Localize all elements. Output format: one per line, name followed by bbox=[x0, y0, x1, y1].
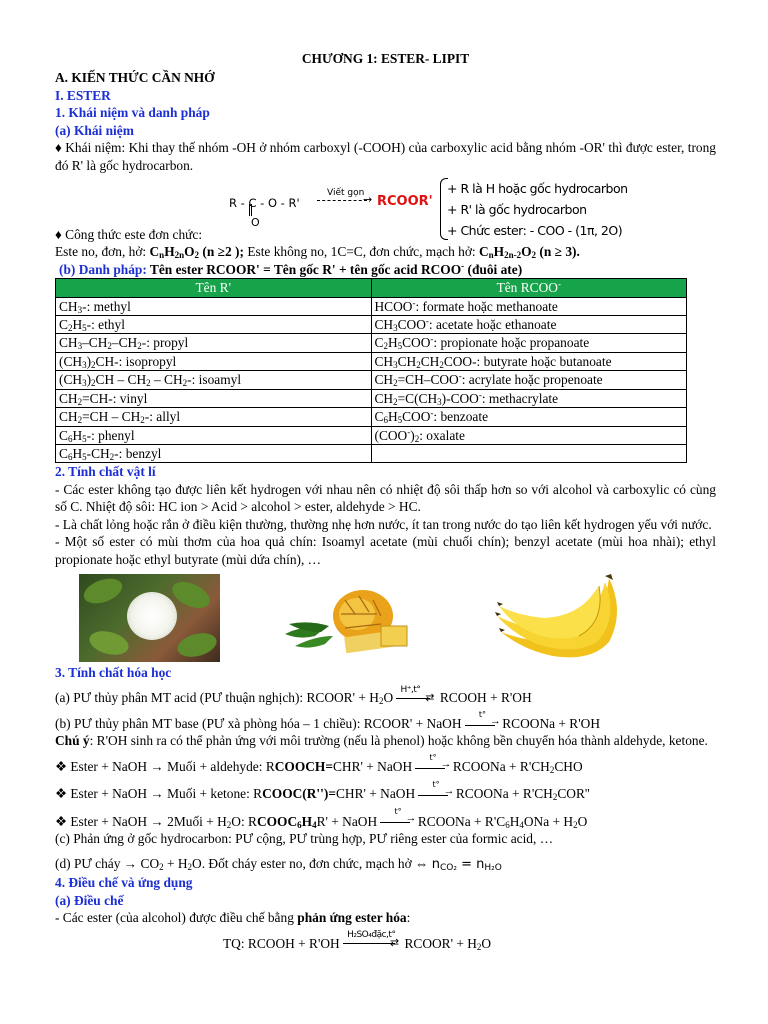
header-r-name: Tên R' bbox=[56, 279, 372, 297]
acid-hydrolysis: (a) PƯ thủy phân MT acid (PƯ thuận nghịch): RCOOR' + $H_2O$ H⁺,t° ⇄ RCOOH + R'OH bbox=[55, 685, 532, 707]
combustion-reaction: (d) PƯ cháy → $CO_2 + H_2O$. Đốt cháy ester no, đơn chức, mạch hở ⇔ $n_{CO_2} = n_{H_2O}$ bbox=[55, 856, 502, 874]
mole-equality: $n_{CO_2} = n_{H_2O}$ bbox=[431, 857, 502, 874]
heading-naming: (b) Danh pháp: bbox=[59, 261, 147, 277]
ester-general-formula: RCOOR' bbox=[377, 193, 433, 209]
ester-structural-formula bbox=[229, 195, 300, 229]
naming-table bbox=[55, 278, 687, 463]
table-row: $C_6H_5-CH_2-$: benzyl bbox=[56, 445, 687, 463]
note-paragraph: Chú ý: R'OH sinh ra có thể phản ứng với môi trường (nếu là phenol) hoặc không bền chuyển hóa thành aldehyde, ketone. bbox=[55, 733, 708, 749]
table-row: $C_6H_5-$: phenyl $(COO^-)_2$: oxalate bbox=[56, 426, 687, 444]
arrow-head-icon: → bbox=[363, 192, 373, 206]
table-row: $CH_3-CH_2-CH_2-$: propyl $C_2H_5COO^-$: propionate hoặc propanoate bbox=[56, 334, 687, 352]
physical-property-2: - Là chất lỏng hoặc rắn ở điều kiện thường, thường nhẹ hơn nước, ít tan trong nước do tạo liên kết hydrogen yếu với nước. bbox=[55, 516, 712, 532]
structural-formula-text: R - C - O - R' bbox=[229, 195, 300, 210]
table-row: $CH_2=CH - CH_2-$: allyl $C_6H_5COO^-$: benzoate bbox=[56, 408, 687, 426]
heat-arrow-icon: t° → bbox=[465, 720, 499, 730]
heading-preparation-uses: 4. Điều chế và ứng dụng bbox=[55, 875, 193, 891]
reversible-arrow-icon: H₂SO₄đặc,t° ⇄ bbox=[343, 938, 401, 950]
shorthand-arrow-label: Viết gọn bbox=[327, 187, 365, 198]
unsaturated-ester-formula: $C_nH_{2n-2}O_2$ (n ≥ 3). bbox=[478, 244, 580, 261]
base-hydrolysis: (b) PƯ thủy phân MT base (PƯ xà phòng hóa – 1 chiều): RCOOR' + NaOH t° → RCOONa + R'OH bbox=[55, 715, 716, 732]
jasmine-flower-image bbox=[79, 574, 220, 662]
definition-paragraph: ♦ Khái niệm: Khi thay thế nhóm -OH ở nhóm carboxyl (-COOH) của carboxylic acid bằng nhóm -OR' thì được ester, trong đó R' là gốc hydrocarbon. bbox=[55, 140, 716, 173]
section-ester-heading: I. ESTER bbox=[55, 87, 111, 103]
formula-note-2: + R' là gốc hydrocarbon bbox=[447, 201, 587, 217]
banana-image bbox=[493, 572, 643, 662]
reaction-ketone: ❖ Ester + NaOH → Muối + ketone: RCOOC(R'')=CHR' + NaOH t° → RCOONa + $R'CH_2COR''$ bbox=[55, 785, 716, 802]
shorthand-arrow-line bbox=[317, 200, 367, 201]
table-row: $C_2H_5-$: ethyl $CH_3COO^-$: acetate hoặc ethanoate bbox=[56, 316, 687, 334]
heading-preparation: (a) Điều chế bbox=[55, 892, 124, 908]
reaction-aldehyde: ❖ Ester + NaOH → Muối + aldehyde: RCOOCH=CHR' + NaOH t° → RCOONa + $R'CH_2CHO$ bbox=[55, 758, 716, 775]
pineapple-image bbox=[285, 584, 415, 656]
physical-property-1: - Các ester không tạo được liên kết hydrogen với nhau nên có nhiệt độ sôi thấp hơn so với alcohol và carboxylic có cùng số C. Nhiệt độ sôi: HC ion > Acid > alcohol > ester, aldehyde > HC. bbox=[55, 481, 716, 515]
ester-formula-diagram bbox=[55, 178, 716, 244]
double-bond-mark bbox=[249, 204, 252, 216]
naming-rule: (b) Danh pháp: Tên ester RCOOR' = Tên gốc R' + tên gốc acid RCOO- (đuôi ate) bbox=[59, 260, 523, 277]
heat-arrow-icon: t° → bbox=[418, 790, 452, 800]
heading-chemical-properties: 3. Tính chất hóa học bbox=[55, 664, 172, 680]
formula-note-1: + R là H hoặc gốc hydrocarbon bbox=[447, 180, 628, 196]
reversible-arrow-icon: H⁺,t° ⇄ bbox=[396, 693, 436, 705]
formula-notes bbox=[447, 178, 628, 241]
fruit-images bbox=[55, 572, 716, 664]
note-label: Chú ý bbox=[55, 733, 90, 749]
heat-arrow-icon: t° → bbox=[380, 817, 414, 827]
hydrocarbon-reactions: (c) Phản ứng ở gốc hydrocarbon: PƯ cộng, PƯ trùng hợp, PƯ riêng ester của formic acid, … bbox=[55, 830, 554, 846]
chapter-title: CHƯƠNG 1: ESTER- LIPIT bbox=[301, 51, 470, 66]
monofunctional-formula-label: ♦ Công thức este đơn chức: bbox=[55, 226, 203, 242]
heat-arrow-icon: t° → bbox=[415, 763, 449, 773]
heading-physical-properties: 2. Tính chất vật lí bbox=[55, 464, 156, 480]
reaction-two-salts: ❖ Ester + NaOH → 2Muối + $H_2O$: $RCOOC_6H_4R'$ + NaOH t° → RCOONa + $R'C_6H_4ONa + H_2O$ bbox=[55, 813, 716, 830]
preparation-paragraph: - Các ester (của alcohol) được điều chế bằng phản ứng ester hóa: bbox=[55, 910, 411, 926]
header-rcoo-name: Tên RCOO- bbox=[371, 279, 687, 297]
heading-concept-naming: 1. Khái niệm và danh pháp bbox=[55, 105, 210, 121]
table-row: $(CH_3)_2CH - CH_2 - CH_2-$: isoamyl $CH_2=CH-COO^-$: acrylate hoặc propenoate bbox=[56, 371, 687, 389]
carbonyl-oxygen: O bbox=[251, 215, 260, 229]
table-row: $(CH_3)_2CH-$: isopropyl $CH_3CH_2CH_2COO-$: butyrate hoặc butanoate bbox=[56, 352, 687, 370]
physical-property-3: - Một số ester có mùi thơm của hoa quả chín: Isoamyl acetate (mùi chuối chín); benzyl acetate (mùi hoa nhài); ethyl propionate hoặc ethyl butyrate (mùi dứa chín), … bbox=[55, 534, 716, 567]
ester-formula-types: Este no, đơn, hở: $C_nH_{2n}O_2$ (n ≥2 ); Este không no, 1C=C, đơn chức, mạch hở: $C_nH_{2n-2}O_2$ (n ≥ 3). bbox=[55, 244, 580, 261]
heading-concept: (a) Khái niệm bbox=[55, 122, 134, 138]
table-row: $CH_2=CH-$: vinyl $CH_2=C(CH_3)-COO^-$: methacrylate bbox=[56, 389, 687, 407]
section-a-heading: A. KIẾN THỨC CẦN NHỚ bbox=[55, 70, 215, 86]
formula-note-3: + Chức ester: - COO - (1π, 2O) bbox=[447, 222, 623, 238]
table-header-row bbox=[56, 279, 687, 297]
table-row: $CH_3-$: methyl HCOO-: formate hoặc methanoate bbox=[56, 297, 687, 315]
esterification-equation: TQ: RCOOH + R'OH H₂SO₄đặc,t° ⇄ RCOOR' + $H_2O$ bbox=[223, 930, 492, 952]
saturated-ester-formula: $C_nH_{2n}O_2$ (n ≥2 ); bbox=[149, 244, 244, 261]
